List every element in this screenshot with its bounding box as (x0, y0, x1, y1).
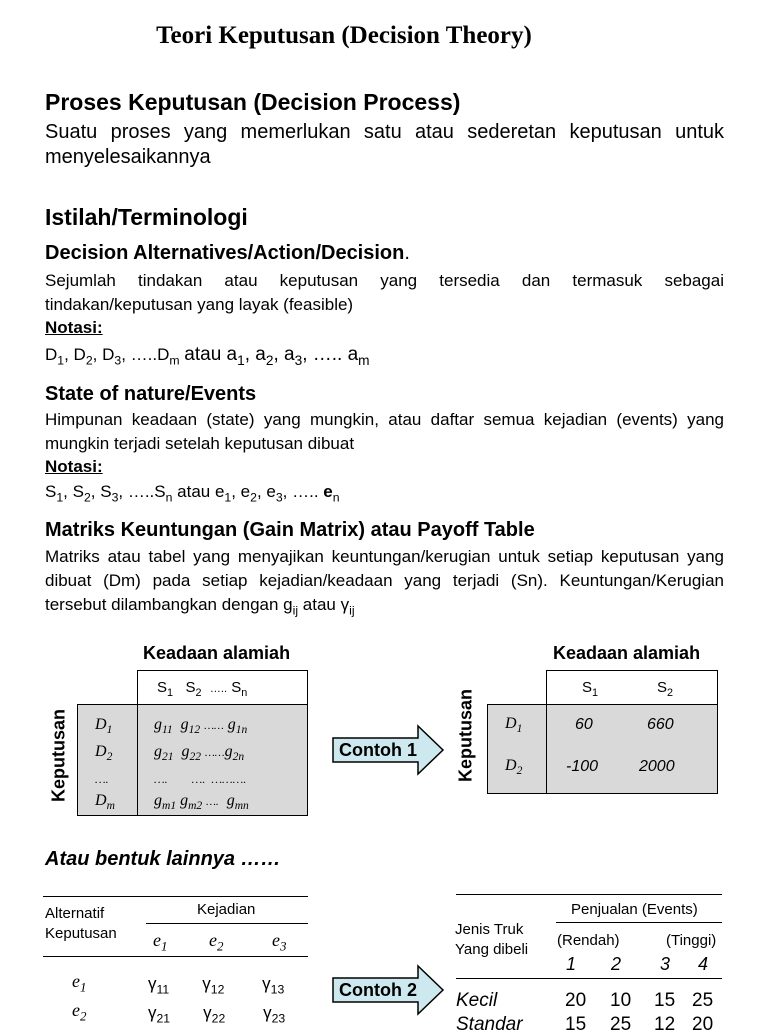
table2-header-rule (43, 956, 308, 957)
table2-event: $e_3$ (272, 930, 287, 954)
example2-events-rule (556, 922, 722, 923)
terminology-heading: Istilah/Terminologi (45, 204, 248, 230)
example2-cell: 12 (654, 1014, 676, 1035)
example2-jenis-header: Jenis Truk Yang dibeli (455, 921, 529, 958)
matrix1-decision-labels: $D_1$ $D_2$ …. $D_m$ (95, 716, 115, 813)
example2-col: 3 (660, 954, 671, 974)
table2-alt-header: Alternatif Keputusan (45, 905, 117, 942)
alternatives-notasi-label: Notasi: (45, 318, 103, 337)
example1-state-1: $S_1$ (582, 679, 599, 699)
alternatives-heading: Decision Alternatives/Action/Decision. (45, 242, 410, 264)
example1-states-cell (546, 670, 718, 705)
example2-col: 4 (698, 954, 709, 974)
states-heading: State of nature/Events (45, 383, 257, 405)
contoh2-label: Contoh 2 (339, 980, 417, 1000)
table2-row-labels: $e_1$ $e_2$ (72, 971, 87, 1024)
example2-top-rule (456, 894, 722, 895)
example2-cell: 15 (654, 990, 676, 1011)
example2-events-header: Penjualan (Events) (571, 901, 698, 918)
matrix1-row-header: Keputusan (48, 709, 69, 803)
example2-row-name: Kecil (456, 990, 498, 1011)
example1-cell: -100 (566, 758, 599, 775)
example2-cell: 10 (610, 990, 632, 1011)
table2-event: $e_2$ (209, 930, 224, 954)
example2-cell: 20 (692, 1014, 714, 1035)
example1-cell: 60 (575, 716, 593, 733)
example1-col-header: Keadaan alamiah (553, 643, 701, 663)
states-text: Himpunan keadaan (state) yang mungkin, atau daftar semua kejadian (events) yang mungkin terjadi setelah keputusan dibuat (45, 410, 724, 453)
gain-matrix-heading: Matriks Keuntungan (Gain Matrix) atau Payoff Table (45, 519, 535, 541)
states-formula: $S_1$, $S_2$, $S_3$, $\dots..S_n$ atau $e_1$, $e_2$, $e_3$, ….. $e_n$ (45, 482, 340, 505)
example1-d2: $D_2$ (505, 757, 523, 778)
table2-event: $e_1$ (153, 930, 168, 954)
example1-cell: 660 (647, 716, 674, 733)
gain-matrix-text: Matriks atau tabel yang menyajikan keuntungan/kerugian untuk setiap keputusan yang dibuat (Dm) pada setiap kejadian/keadaan yang terjadi (Sn). Keuntungan/Kerugian tersebut dilambangkan dengan $g_{ij}$ atau $\gamma_{ij}$ (45, 547, 724, 618)
table2-events-rule (146, 923, 308, 924)
matrix1-gains: $g_{11}$ $g_{12}$ …… $g_{1n}$ $g_{21}$ $g_{22}$ $\dots\dots g_{2n}$ …. …. ………. $g_{m1}$ $g_{m2}$ …. $g_{mn}$ (154, 716, 249, 813)
matrix1-states: $S_1$ $S_2$ ….. $S_n$ (157, 679, 248, 699)
table2-top-rule (43, 896, 308, 897)
page-title: Teori Keputusan (Decision Theory) (156, 22, 532, 49)
example2-header-rule (456, 978, 722, 979)
example2-cell: 25 (692, 990, 714, 1011)
example1-body (546, 704, 718, 794)
example2-cell: 25 (610, 1014, 632, 1035)
process-text: Suatu proses yang memerlukan satu atau sederetan keputusan untuk menyelesaikannya (45, 121, 724, 168)
alt-form-heading: Atau bentuk lainnya …… (45, 848, 281, 870)
alternatives-formula: $D_1$, $D_2$, $D_3$, $\dots..D_m$ atau $a_1$, $a_2$, $a_3$, ….. $a_m$ (45, 344, 370, 368)
example1-cell: 2000 (639, 758, 675, 775)
alternatives-text: Sejumlah tindakan atau keputusan yang tersedia dan termasuk sebagai tindakan/keputusan yang layak (feasible) (45, 271, 724, 314)
example2-cell: 15 (565, 1014, 587, 1035)
example2-low: (Rendah) (557, 932, 620, 949)
example2-cell: 20 (565, 990, 587, 1011)
table2-values: $\gamma_{11}$ $\gamma_{12}$ $\gamma_{13}$ $\gamma_{21}$ $\gamma_{22}$ $\gamma_{23}$ (148, 974, 286, 1026)
contoh1-label: Contoh 1 (339, 740, 417, 760)
matrix1-col-header: Keadaan alamiah (143, 643, 291, 663)
process-heading: Proses Keputusan (Decision Process) (45, 89, 461, 115)
example2-col: 2 (611, 954, 622, 974)
example2-row-name: Standar (456, 1014, 523, 1035)
example1-state-2: $S_2$ (657, 679, 674, 699)
example1-d1: $D_1$ (505, 715, 523, 736)
example2-high: (Tinggi) (666, 932, 717, 949)
example1-row-header: Keputusan (455, 689, 476, 783)
states-notasi-label: Notasi: (45, 457, 103, 476)
table2-events-header: Kejadian (197, 901, 256, 918)
example2-col: 1 (566, 954, 577, 974)
